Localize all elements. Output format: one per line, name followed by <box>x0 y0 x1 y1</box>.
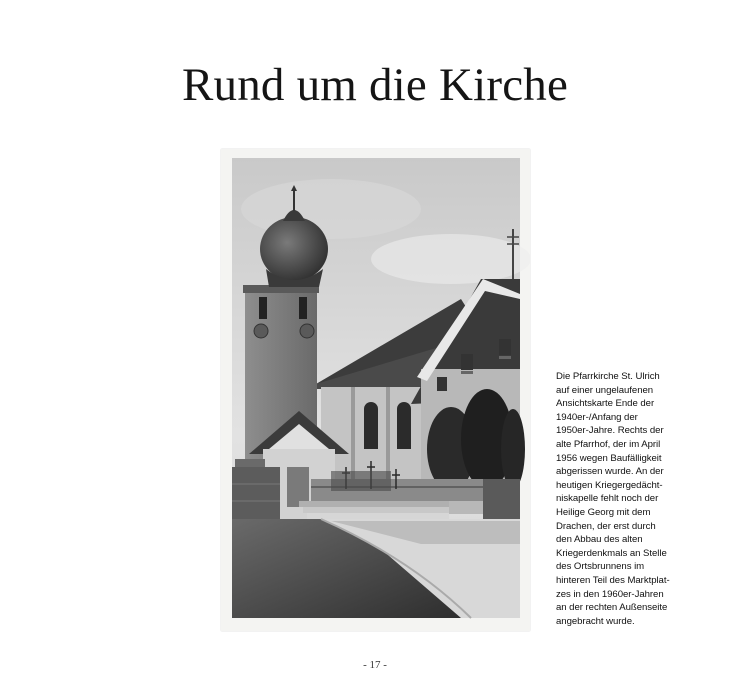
photo-image <box>232 158 530 618</box>
caption-line: alte Pfarrhof, der im April <box>556 438 661 450</box>
caption-line: des Ortsbrunnens im <box>556 561 645 573</box>
caption-line: zes in den 1960er-Jahren <box>556 588 664 600</box>
caption-line: abgerissen wurde. An der <box>556 466 664 478</box>
caption-line: hinteren Teil des Marktplat- <box>556 574 670 586</box>
caption-line: Drachen, der erst durch <box>556 520 656 532</box>
photo-caption <box>556 370 706 628</box>
caption-line: den Abbau des alten <box>556 534 643 546</box>
church-photo <box>221 149 530 631</box>
caption-line: auf einer ungelaufenen <box>556 384 654 396</box>
photo-postcard <box>221 149 530 631</box>
caption-line: an der rechten Außenseite <box>556 602 668 614</box>
page-number: - 17 - <box>363 659 387 671</box>
page-title: Rund um die Kirche <box>181 59 569 111</box>
caption-line: angebracht wurde. <box>556 615 635 627</box>
caption-line: Heilige Georg mit dem <box>556 506 651 518</box>
caption-line: heutigen Kriegergedächt- <box>556 479 663 491</box>
caption-line: Die Pfarrkirche St. Ulrich <box>556 371 660 382</box>
caption-line: niskapelle fehlt noch der <box>556 493 659 505</box>
caption-line: 1940er-/Anfang der <box>556 411 638 423</box>
caption-line: Kriegerdenkmals an Stelle <box>556 547 667 559</box>
caption-line: 1956 wegen Baufälligkeit <box>556 452 662 464</box>
caption-line: Ansichtskarte Ende der <box>556 398 655 410</box>
caption-line: 1950er-Jahre. Rechts der <box>556 425 664 437</box>
